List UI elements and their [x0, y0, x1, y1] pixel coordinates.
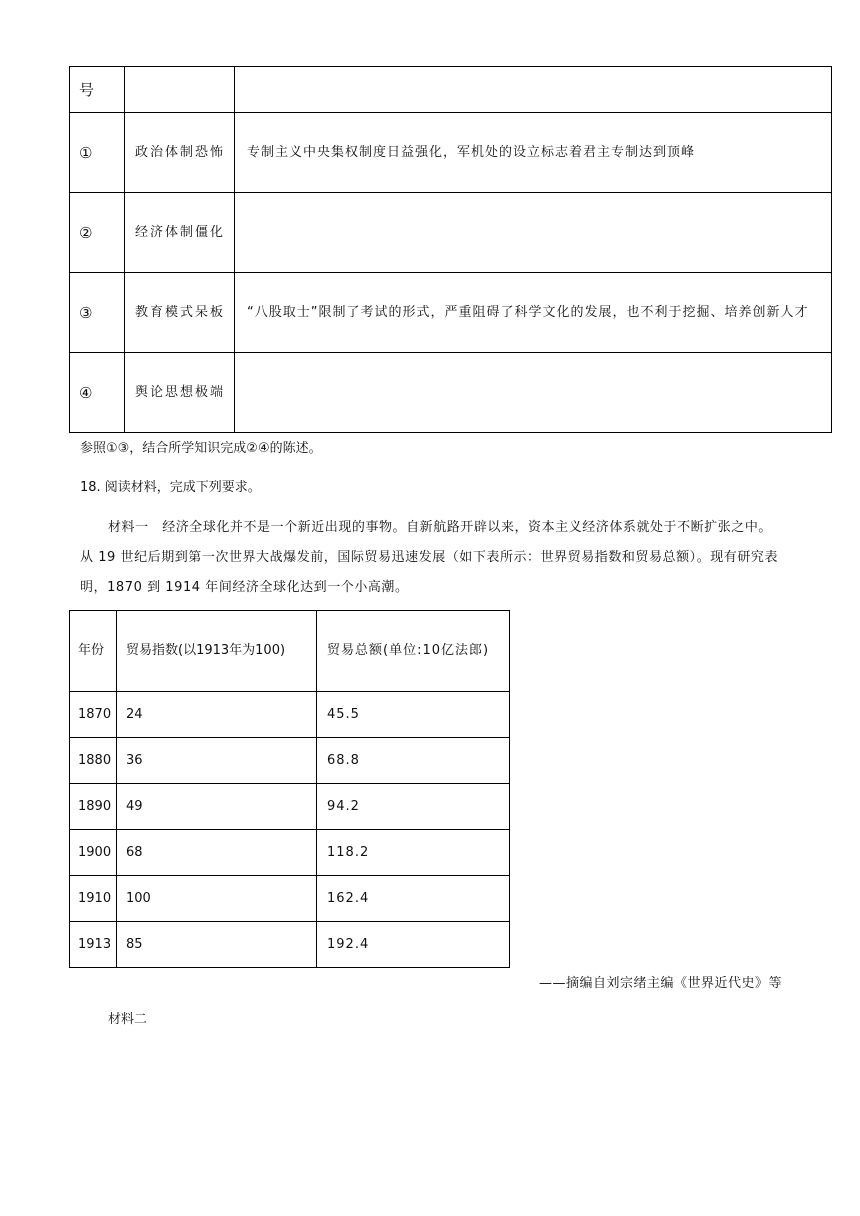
row-number: ④: [70, 353, 125, 433]
instruction-text: 参照①③，结合所学知识完成②④的陈述。: [80, 441, 322, 456]
crisis-table: [69, 66, 832, 433]
table-row: [70, 193, 832, 273]
row-description: [235, 353, 832, 433]
cell-index: 85: [117, 922, 317, 968]
cell-index: 24: [117, 692, 317, 738]
material-one-paragraph: 材料一 经济全球化并不是一个新近出现的事物。自新航路开辟以来，资本主义经济体系就处于不断扩张之中。从 19 世纪后期到第一次世界大战爆发前，国际贸易迅速发展（如下表所示：世界贸易指数和贸易总额）。现有研究表明，1870 到 1914 年间经济全球化达到一个小高潮。: [80, 520, 779, 595]
cell-index: 49: [117, 784, 317, 830]
row-title: 舆论思想极端: [125, 353, 235, 433]
table-row: [70, 784, 510, 830]
header-trade-index: 贸易指数(以1913年为100): [117, 611, 317, 692]
row-title: 经济体制僵化: [125, 193, 235, 273]
row-number: ③: [70, 273, 125, 353]
table-row: [70, 113, 832, 193]
cell-year: 1913: [70, 922, 117, 968]
cell-index: 36: [117, 738, 317, 784]
row-description: [235, 193, 832, 273]
cell-index: 68: [117, 830, 317, 876]
cell-total: 118.2: [317, 830, 510, 876]
cell-total: 162.4: [317, 876, 510, 922]
cell-total: 45.5: [317, 692, 510, 738]
trade-table: [69, 610, 510, 968]
question-heading: 18. 阅读材料，完成下列要求。: [80, 480, 261, 495]
cell-year: 1900: [70, 830, 117, 876]
cell-total: 94.2: [317, 784, 510, 830]
cell-year: 1890: [70, 784, 117, 830]
row-number: ①: [70, 113, 125, 193]
row-number: 号: [70, 67, 125, 113]
table-row: [70, 738, 510, 784]
table-row: [70, 830, 510, 876]
table-row: [70, 353, 832, 433]
row-description: “八股取士”限制了考试的形式，严重阻碍了科学文化的发展，也不利于挖掘、培养创新人才: [235, 273, 832, 353]
header-year: 年份: [70, 611, 117, 692]
cell-total: 192.4: [317, 922, 510, 968]
row-title: 教育模式呆板: [125, 273, 235, 353]
table-header-row: [70, 611, 510, 692]
cell-index: 100: [117, 876, 317, 922]
row-number: ②: [70, 193, 125, 273]
table-row: [70, 876, 510, 922]
row-title: 政治体制恐怖: [125, 113, 235, 193]
cell-year: 1870: [70, 692, 117, 738]
row-description: 专制主义中央集权制度日益强化，军机处的设立标志着君主专制达到顶峰: [235, 113, 832, 193]
material-two-label: 材料二: [108, 1012, 148, 1027]
cell-year: 1910: [70, 876, 117, 922]
table-row: [70, 922, 510, 968]
source-citation: ——摘编自刘宗绪主编《世界近代史》等: [538, 976, 782, 991]
table-row: [70, 67, 832, 113]
table-row: [70, 273, 832, 353]
cell-total: 68.8: [317, 738, 510, 784]
header-trade-total: 贸易总额(单位:10亿法郎): [317, 611, 510, 692]
row-title: [125, 67, 235, 113]
row-description: [235, 67, 832, 113]
table-row: [70, 692, 510, 738]
cell-year: 1880: [70, 738, 117, 784]
